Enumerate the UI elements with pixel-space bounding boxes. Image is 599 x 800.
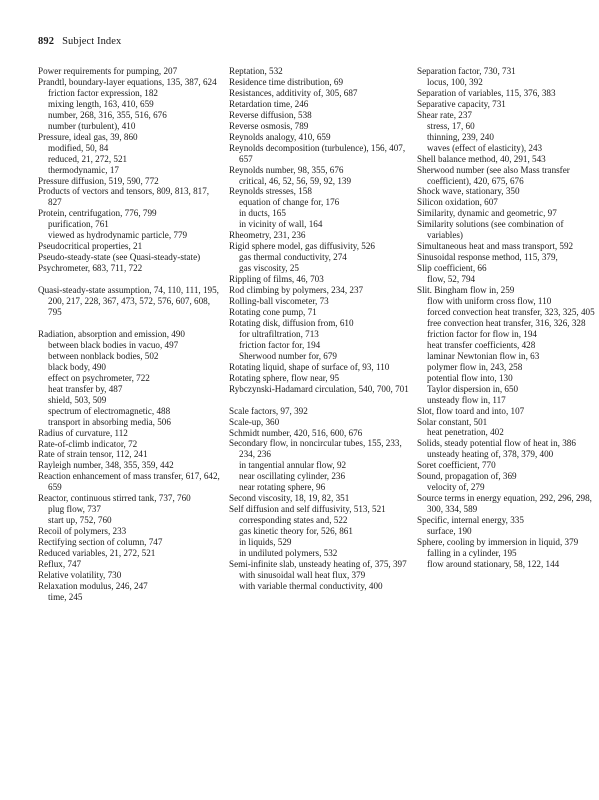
index-subentry: laminar Newtonian flow in, 63 [427,350,540,361]
index-entry: Sound, propagation of, 369 [417,471,517,482]
index-entry: Separation of variables, 115, 376, 383 [417,87,556,98]
index-subentry: in liquids, 529 [239,537,292,548]
index-entry: Shell balance method, 40, 291, 543 [417,153,546,164]
index-subentry: near rotating sphere, 96 [239,482,326,493]
index-entry: Reynolds number, 98, 355, 676 [229,164,344,175]
index-entry: Sphere, cooling by immersion in liquid, 379 [417,536,579,547]
index-subentry: near oscillating cylinder, 236 [239,471,346,482]
index-entry: Shock wave, stationary, 350 [417,186,520,197]
index-subentry: unsteady flow in, 117 [427,394,506,405]
index-entry: Reflux, 747 [38,558,82,569]
index-subentry: heat transfer coefficients, 428 [427,339,536,350]
index-subentry: friction factor for, 194 [239,339,321,350]
index-entry: Rheometry, 231, 236 [229,230,306,241]
index-entry: Rotating liquid, shape of surface of, 93, 110 [229,361,390,372]
index-subentry: equation of change for, 176 [239,197,340,208]
index-entry: Specific, internal energy, 335 [417,515,524,526]
index-entry: Self diffusion and self diffusivity, 513, 521 [229,504,386,515]
index-subentry: purification, 761 [48,219,109,230]
index-entry: Reaction enhancement of mass transfer, 617, 642, 659 [38,471,220,493]
index-subentry: friction factor expression, 182 [48,87,158,98]
index-entry: Pseudocritical properties, 21 [38,241,143,252]
index-entry: Rolling-ball viscometer, 73 [229,296,329,307]
index-subentry: locus, 100, 392 [427,76,483,87]
index-subentry: gas thermal conductivity, 274 [239,252,347,263]
index-subentry: stress, 17, 60 [427,120,475,131]
index-entry: Reactor, continuous stirred tank, 737, 760 [38,493,191,504]
index-entry: Similarity, dynamic and geometric, 97 [417,208,557,219]
index-entry: Protein, centrifugation, 776, 799 [38,208,157,219]
section-gap [38,318,220,329]
section-gap [229,395,411,406]
index-subentry: flow around stationary, 58, 122, 144 [427,558,560,569]
index-entry: Pseudo-steady-state (see Quasi-steady-state) [38,252,201,263]
index-entry: Shear rate, 237 [417,109,472,120]
index-entry: Semi-infinite slab, unsteady heating of, 375, 397 [229,558,407,569]
index-entry: Rigid sphere model, gas diffusivity, 526 [229,241,375,252]
index-subentry: start up, 752, 760 [48,515,112,526]
index-entry: Scale factors, 97, 392 [229,405,308,416]
index-column-1 [38,66,220,603]
index-subentry: surface, 190 [427,526,472,537]
index-entry: Sherwood number (see also Mass transfer coefficient), 420, 675, 676 [417,164,570,186]
index-subentry: unsteady heating of, 378, 379, 400 [427,449,554,460]
index-entry: Separative capacity, 731 [417,98,506,109]
index-entry: Retardation time, 246 [229,98,309,109]
index-entry: Relaxation modulus, 246, 247 [38,580,148,591]
index-subentry: free convection heat transfer, 316, 326, 328 [427,317,586,328]
index-entry: Radius of curvature, 112 [38,427,128,438]
index-subentry: thinning, 239, 240 [427,131,494,142]
running-title: Subject Index [62,36,122,47]
index-entry: Power requirements for pumping, 207 [38,66,178,76]
index-entry: Slot, flow toard and into, 107 [417,405,525,416]
index-subentry: between nonblack bodies, 502 [48,350,159,361]
index-entry: Similarity solutions (see combination of variables) [417,219,564,241]
index-entry: Rate-of-climb indicator, 72 [38,438,138,449]
index-entry: Rate of strain tensor, 112, 241 [38,449,148,460]
index-entry: Reynolds decomposition (turbulence), 156, 407, 657 [229,142,406,164]
index-entry: Reduced variables, 21, 272, 521 [38,548,156,559]
index-entry: Sinusoidal response method, 115, 379, [417,252,558,263]
index-subentry: velocity of, 279 [427,482,485,493]
index-entry: Pressure, ideal gas, 39, 860 [38,131,138,142]
index-entry: Slip coefficient, 66 [417,263,487,274]
index-subentry: gas kinetic theory for, 526, 861 [239,526,353,537]
index-subentry: with variable thermal conductivity, 400 [239,580,383,591]
index-entry: Slit. Bingham flow in, 259 [417,285,515,296]
index-entry: Soret coefficient, 770 [417,460,496,471]
index-entry: Scale-up, 360 [229,416,280,427]
index-subentry: transport in absorbing media, 506 [48,416,171,427]
index-entry: Rectifying section of column, 747 [38,537,163,548]
index-entry: Residence time distribution, 69 [229,76,344,87]
index-entry: Reynolds analogy, 410, 659 [229,131,331,142]
index-entry: Quasi-steady-state assumption, 74, 110, 111, 195, 200, 217, 228, 367, 473, 572, 576, 607, 608, 795 [38,285,219,318]
index-entry: Reverse osmosis, 789 [229,120,309,131]
index-subentry: in undiluted polymers, 532 [239,547,338,558]
index-entry: Rotating disk, diffusion from, 610 [229,317,354,328]
index-subentry: between black bodies in vacuo, 497 [48,339,179,350]
index-subentry: flow with uniform cross flow, 110 [427,296,552,307]
index-subentry: forced convection heat transfer, 323, 325, 405 [427,306,595,317]
index-entry: Reynolds stresses, 158 [229,186,312,197]
index-subentry: in vicinity of wall, 164 [239,219,323,230]
index-subentry: in tangential annular flow, 92 [239,460,347,471]
index-entry: Schmidt number, 420, 516, 600, 676 [229,427,363,438]
index-subentry: number, 268, 316, 355, 516, 676 [48,109,167,120]
index-subentry: time, 245 [48,591,83,602]
index-entry: Rybczynski-Hadamard circulation, 540, 700, 701 [229,383,409,394]
index-column-3 [417,66,599,570]
index-subentry: plug flow, 737 [48,504,101,515]
index-subentry: effect on psychrometer, 722 [48,372,150,383]
index-entry: Silicon oxidation, 607 [417,197,498,208]
index-subentry: reduced, 21, 272, 521 [48,153,128,164]
index-entry: Reverse diffusion, 538 [229,109,312,120]
index-subentry: shield, 503, 509 [48,394,107,405]
index-subentry: in ducts, 165 [239,208,286,219]
index-subentry: with sinusoidal wall heat flux, 379 [239,569,366,580]
index-entry: Rotating cone pump, 71 [229,306,317,317]
index-entry: Simultaneous heat and mass transport, 592 [417,241,574,252]
index-subentry: for ultrafiltration, 713 [239,328,319,339]
index-subentry: Taylor dispersion in, 650 [427,383,519,394]
index-entry: Solar constant, 501 [417,416,488,427]
index-entry: Resistances, additivity of, 305, 687 [229,87,358,98]
index-entry: Rotating sphere, flow near, 95 [229,372,340,383]
index-subentry: modified, 50, 84 [48,142,109,153]
index-subentry: mixing length, 163, 410, 659 [48,98,154,109]
index-entry: Source terms in energy equation, 292, 296, 298, 300, 334, 589 [417,493,592,515]
index-entry: Relative volatility, 730 [38,569,122,580]
index-subentry: falling in a cylinder, 195 [427,547,517,558]
index-subentry: corresponding states and, 522 [239,515,348,526]
index-subentry: critical, 46, 52, 56, 59, 92, 139 [239,175,352,186]
index-entry: Pressure diffusion, 519, 590, 772 [38,175,159,186]
index-subentry: gas viscosity, 25 [239,263,299,274]
index-subentry: flow, 52, 794 [427,274,476,285]
index-subentry: polymer flow in, 243, 258 [427,361,523,372]
index-entry: Prandtl, boundary-layer equations, 135, 387, 624 [38,76,217,87]
index-entry: Rayleigh number, 348, 355, 359, 442 [38,460,174,471]
index-entry: Second viscosity, 18, 19, 82, 351 [229,493,350,504]
index-subentry: heat transfer by, 487 [48,383,123,394]
index-entry: Products of vectors and tensors, 809, 813, 817, 827 [38,186,210,208]
index-entry: Separation factor, 730, 731 [417,66,516,76]
page-header [38,36,121,47]
index-entry: Secondary flow, in noncircular tubes, 155, 233, 234, 236 [229,438,402,460]
index-subentry: potential flow into, 130 [427,372,513,383]
index-entry: Radiation, absorption and emission, 490 [38,328,185,339]
index-subentry: heat penetration, 402 [427,427,504,438]
index-subentry: waves (effect of elasticity), 243 [427,142,543,153]
index-subentry: viewed as hydrodynamic particle, 779 [48,230,188,241]
index-subentry: black body, 490 [48,361,106,372]
index-entry: Recoil of polymers, 233 [38,526,127,537]
index-entry: Rippling of films, 46, 703 [229,274,324,285]
index-entry: Rod climbing by polymers, 234, 237 [229,285,364,296]
index-entry: Reptation, 532 [229,66,283,76]
index-subentry: spectrum of electromagnetic, 488 [48,405,171,416]
section-gap [38,274,220,285]
index-entry: Psychrometer, 683, 711, 722 [38,263,143,274]
index-subentry: thermodynamic, 17 [48,164,119,175]
index-subentry: friction factor for flow in, 194 [427,328,537,339]
index-subentry: Sherwood number for, 679 [239,350,337,361]
index-column-2 [229,66,411,592]
index-entry: Solids, steady potential flow of heat in, 386 [417,438,576,449]
page-number: 892 [38,36,55,47]
index-subentry: number (turbulent), 410 [48,120,136,131]
